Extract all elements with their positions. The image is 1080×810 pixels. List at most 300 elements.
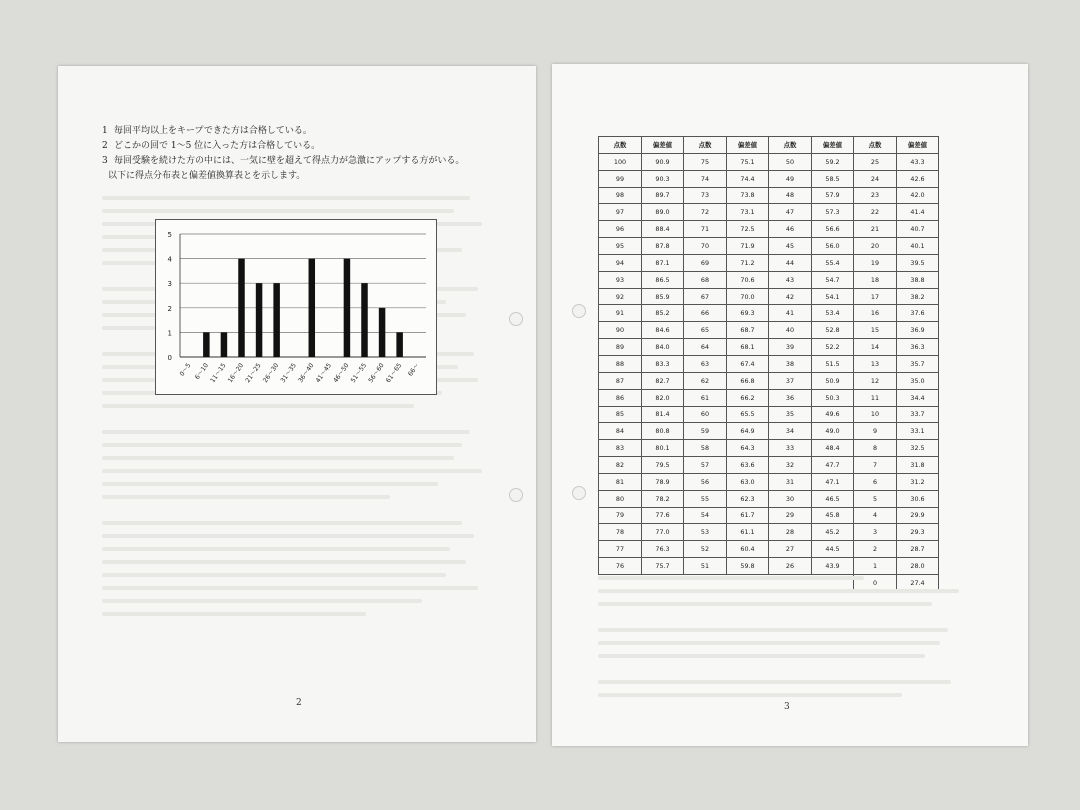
score-cell: 61 — [684, 389, 727, 406]
score-cell: 92 — [599, 288, 642, 305]
deviation-table-wrap — [598, 136, 939, 592]
bleed-through-line — [102, 586, 478, 590]
bar — [256, 283, 262, 357]
deviation-cell: 50.9 — [812, 372, 854, 389]
table-row — [599, 288, 939, 305]
bleed-through-line — [102, 482, 438, 486]
bleed-through-line — [102, 196, 470, 200]
score-cell: 19 — [854, 254, 897, 271]
deviation-cell: 78.2 — [642, 490, 684, 507]
score-cell: 88 — [599, 355, 642, 372]
deviation-cell: 61.7 — [727, 507, 769, 524]
score-cell: 78 — [599, 524, 642, 541]
deviation-cell: 31.8 — [897, 457, 939, 474]
header-cell: 点数 — [684, 137, 727, 154]
score-cell: 7 — [854, 457, 897, 474]
bleed-through-line — [598, 589, 959, 593]
score-cell: 40 — [769, 322, 812, 339]
bleed-through-line — [598, 693, 902, 697]
deviation-cell: 64.9 — [727, 423, 769, 440]
score-cell: 43 — [769, 271, 812, 288]
note-number: 2 — [102, 141, 108, 151]
score-cell: 37 — [769, 372, 812, 389]
deviation-cell: 88.4 — [642, 221, 684, 238]
x-tick-label: 0～5 — [178, 362, 193, 378]
deviation-cell: 54.1 — [812, 288, 854, 305]
score-cell: 75 — [684, 153, 727, 170]
deviation-cell: 68.1 — [727, 339, 769, 356]
score-cell: 21 — [854, 221, 897, 238]
bleed-through-line — [598, 654, 925, 658]
score-cell: 47 — [769, 204, 812, 221]
deviation-cell: 66.2 — [727, 389, 769, 406]
bleed-through-line — [102, 209, 454, 213]
deviation-cell: 75.7 — [642, 558, 684, 575]
bleed-through-line — [598, 628, 948, 632]
deviation-cell: 71.2 — [727, 254, 769, 271]
score-cell: 3 — [854, 524, 897, 541]
deviation-cell: 90.3 — [642, 170, 684, 187]
deviation-cell: 66.8 — [727, 372, 769, 389]
x-tick-label: 6～10 — [193, 362, 210, 381]
bar — [273, 283, 280, 357]
table-row — [599, 355, 939, 372]
score-cell: 6 — [854, 473, 897, 490]
table-row — [599, 406, 939, 423]
y-tick-label: 4 — [167, 255, 172, 264]
x-tick-label: 11～15 — [209, 362, 228, 385]
deviation-cell: 63.6 — [727, 457, 769, 474]
deviation-cell: 35.0 — [897, 372, 939, 389]
score-cell: 14 — [854, 339, 897, 356]
deviation-cell: 89.7 — [642, 187, 684, 204]
score-cell: 20 — [854, 238, 897, 255]
score-cell: 57 — [684, 457, 727, 474]
deviation-cell: 27.4 — [897, 574, 939, 591]
bleed-through-line — [102, 521, 462, 525]
deviation-cell: 36.9 — [897, 322, 939, 339]
deviation-cell: 73.1 — [727, 204, 769, 221]
x-tick-label: 56～60 — [367, 362, 386, 385]
header-cell: 点数 — [854, 137, 897, 154]
deviation-cell: 51.5 — [812, 355, 854, 372]
bleed-through-line — [102, 573, 446, 577]
score-cell: 8 — [854, 440, 897, 457]
bleed-through-line — [598, 680, 951, 684]
score-cell: 35 — [769, 406, 812, 423]
score-cell: 71 — [684, 221, 727, 238]
deviation-cell: 40.7 — [897, 221, 939, 238]
deviation-cell: 61.1 — [727, 524, 769, 541]
table-row — [599, 440, 939, 457]
table-row — [599, 153, 939, 170]
score-cell: 65 — [684, 322, 727, 339]
deviation-cell: 43.3 — [897, 153, 939, 170]
table-body — [599, 153, 939, 591]
score-cell: 91 — [599, 305, 642, 322]
note-3 — [102, 154, 464, 169]
y-tick-label: 3 — [167, 280, 172, 289]
x-tick-label: 61～65 — [384, 362, 404, 385]
score-cell: 95 — [599, 238, 642, 255]
score-cell: 54 — [684, 507, 727, 524]
score-cell: 69 — [684, 254, 727, 271]
score-cell: 16 — [854, 305, 897, 322]
score-cell: 24 — [854, 170, 897, 187]
bleed-through-line — [102, 547, 450, 551]
score-cell: 15 — [854, 322, 897, 339]
score-cell: 82 — [599, 457, 642, 474]
bar — [309, 259, 316, 357]
deviation-cell: 64.3 — [727, 440, 769, 457]
table-row — [599, 524, 939, 541]
bleed-through-line — [102, 456, 454, 460]
note-2 — [102, 139, 464, 154]
score-cell: 5 — [854, 490, 897, 507]
x-tick-label: 16～20 — [226, 362, 246, 385]
score-cell: 64 — [684, 339, 727, 356]
deviation-cell: 87.1 — [642, 254, 684, 271]
score-cell: 1 — [854, 558, 897, 575]
deviation-cell: 85.9 — [642, 288, 684, 305]
score-cell: 45 — [769, 238, 812, 255]
deviation-cell: 43.9 — [812, 558, 854, 575]
score-cell: 58 — [684, 440, 727, 457]
table-row — [599, 254, 939, 271]
deviation-cell: 52.2 — [812, 339, 854, 356]
score-cell: 72 — [684, 204, 727, 221]
deviation-cell: 57.3 — [812, 204, 854, 221]
deviation-cell: 41.4 — [897, 204, 939, 221]
deviation-cell: 34.4 — [897, 389, 939, 406]
note-number: 3 — [102, 156, 108, 166]
score-cell: 76 — [599, 558, 642, 575]
deviation-cell: 32.5 — [897, 440, 939, 457]
score-cell: 67 — [684, 288, 727, 305]
bar — [238, 259, 245, 357]
score-cell: 49 — [769, 170, 812, 187]
deviation-cell: 30.6 — [897, 490, 939, 507]
table-row — [599, 507, 939, 524]
score-cell: 29 — [769, 507, 812, 524]
note-1 — [102, 124, 464, 139]
score-cell: 22 — [854, 204, 897, 221]
deviation-cell: 85.2 — [642, 305, 684, 322]
score-cell: 28 — [769, 524, 812, 541]
bleed-through-line — [102, 599, 422, 603]
deviation-cell: 40.1 — [897, 238, 939, 255]
score-cell: 68 — [684, 271, 727, 288]
score-cell: 23 — [854, 187, 897, 204]
chart-svg — [156, 220, 436, 394]
score-cell: 48 — [769, 187, 812, 204]
deviation-cell: 63.0 — [727, 473, 769, 490]
bleed-through-line — [102, 560, 466, 564]
bar — [203, 332, 210, 357]
deviation-cell: 80.8 — [642, 423, 684, 440]
deviation-cell: 81.4 — [642, 406, 684, 423]
y-tick-label: 1 — [167, 329, 172, 338]
score-cell: 26 — [769, 558, 812, 575]
deviation-cell: 47.1 — [812, 473, 854, 490]
x-tick-label: 41～45 — [314, 362, 333, 385]
bar — [344, 259, 351, 357]
score-cell: 44 — [769, 254, 812, 271]
y-tick-label: 0 — [167, 354, 172, 362]
x-tick-label: 21～25 — [244, 362, 263, 385]
header-cell: 点数 — [769, 137, 812, 154]
score-cell: 90 — [599, 322, 642, 339]
header-cell: 偏差値 — [812, 137, 854, 154]
header-cell: 偏差値 — [897, 137, 939, 154]
deviation-cell: 29.9 — [897, 507, 939, 524]
score-cell: 4 — [854, 507, 897, 524]
deviation-cell: 45.2 — [812, 524, 854, 541]
deviation-cell: 83.3 — [642, 355, 684, 372]
page-number: 2 — [296, 698, 302, 708]
score-cell: 59 — [684, 423, 727, 440]
deviation-cell: 56.0 — [812, 238, 854, 255]
score-cell: 60 — [684, 406, 727, 423]
deviation-cell: 82.0 — [642, 389, 684, 406]
score-cell: 73 — [684, 187, 727, 204]
punch-hole — [509, 312, 523, 326]
deviation-cell: 35.7 — [897, 355, 939, 372]
score-cell: 100 — [599, 153, 642, 170]
deviation-cell: 31.2 — [897, 473, 939, 490]
score-cell: 17 — [854, 288, 897, 305]
score-cell: 56 — [684, 473, 727, 490]
left-page — [58, 66, 536, 742]
bleed-through-line — [102, 430, 470, 434]
score-cell: 53 — [684, 524, 727, 541]
deviation-cell: 52.8 — [812, 322, 854, 339]
note-text: どこかの回で 1～5 位に入った方は合格している。 — [114, 141, 321, 151]
table-row — [599, 473, 939, 490]
deviation-cell: 42.6 — [897, 170, 939, 187]
deviation-cell: 90.9 — [642, 153, 684, 170]
punch-hole — [509, 488, 523, 502]
deviation-cell: 44.5 — [812, 541, 854, 558]
deviation-cell: 60.4 — [727, 541, 769, 558]
score-cell: 89 — [599, 339, 642, 356]
score-cell: 10 — [854, 406, 897, 423]
score-cell: 42 — [769, 288, 812, 305]
deviation-cell: 57.9 — [812, 187, 854, 204]
deviation-cell: 36.3 — [897, 339, 939, 356]
score-cell: 55 — [684, 490, 727, 507]
table-header-row — [599, 137, 939, 154]
score-cell: 27 — [769, 541, 812, 558]
deviation-cell: 69.3 — [727, 305, 769, 322]
x-tick-label: 36～40 — [297, 362, 316, 385]
deviation-cell: 37.6 — [897, 305, 939, 322]
x-tick-label: 46～50 — [332, 362, 351, 385]
deviation-cell: 75.1 — [727, 153, 769, 170]
score-cell: 97 — [599, 204, 642, 221]
score-cell: 38 — [769, 355, 812, 372]
deviation-cell: 71.9 — [727, 238, 769, 255]
score-cell: 74 — [684, 170, 727, 187]
deviation-cell: 46.5 — [812, 490, 854, 507]
x-tick-label: 26～30 — [261, 362, 281, 385]
table-row — [599, 423, 939, 440]
bleed-through-line — [102, 612, 366, 616]
score-cell: 96 — [599, 221, 642, 238]
table-row — [599, 339, 939, 356]
table-row — [599, 558, 939, 575]
deviation-cell: 70.6 — [727, 271, 769, 288]
deviation-cell: 42.0 — [897, 187, 939, 204]
deviation-cell: 67.4 — [727, 355, 769, 372]
table-row — [599, 389, 939, 406]
header-cell: 点数 — [599, 137, 642, 154]
score-cell: 39 — [769, 339, 812, 356]
score-cell: 0 — [854, 574, 897, 591]
score-cell: 98 — [599, 187, 642, 204]
deviation-cell: 77.0 — [642, 524, 684, 541]
table-row — [599, 238, 939, 255]
deviation-cell: 80.1 — [642, 440, 684, 457]
score-cell: 36 — [769, 389, 812, 406]
score-cell: 84 — [599, 423, 642, 440]
deviation-cell: 72.5 — [727, 221, 769, 238]
score-cell: 62 — [684, 372, 727, 389]
table-row — [599, 170, 939, 187]
deviation-cell: 38.8 — [897, 271, 939, 288]
deviation-cell: 70.0 — [727, 288, 769, 305]
score-cell: 85 — [599, 406, 642, 423]
score-cell: 32 — [769, 457, 812, 474]
score-cell: 25 — [854, 153, 897, 170]
bar — [396, 332, 403, 357]
bleed-through-line — [598, 576, 864, 580]
note-text: 毎回受験を続けた方の中には、一気に壁を超えて得点力が急激にアップする方がいる。 — [114, 156, 465, 166]
deviation-cell: 39.5 — [897, 254, 939, 271]
score-cell: 50 — [769, 153, 812, 170]
bleed-through-line — [598, 602, 932, 606]
score-cell: 30 — [769, 490, 812, 507]
table-row — [599, 490, 939, 507]
score-cell: 70 — [684, 238, 727, 255]
deviation-cell: 47.7 — [812, 457, 854, 474]
table-row — [599, 322, 939, 339]
table-row — [599, 271, 939, 288]
score-cell: 34 — [769, 423, 812, 440]
deviation-cell: 50.3 — [812, 389, 854, 406]
bleed-through-line — [102, 404, 414, 408]
score-cell: 9 — [854, 423, 897, 440]
score-cell: 63 — [684, 355, 727, 372]
deviation-cell: 87.8 — [642, 238, 684, 255]
bleed-through-line — [598, 641, 940, 645]
deviation-cell: 76.3 — [642, 541, 684, 558]
bar — [361, 283, 368, 357]
score-cell: 77 — [599, 541, 642, 558]
table-row — [599, 372, 939, 389]
bleed-through-line — [102, 469, 482, 473]
score-cell: 93 — [599, 271, 642, 288]
deviation-cell: 73.8 — [727, 187, 769, 204]
deviation-cell: 79.5 — [642, 457, 684, 474]
deviation-cell: 78.9 — [642, 473, 684, 490]
score-cell: 41 — [769, 305, 812, 322]
score-cell: 94 — [599, 254, 642, 271]
note-text: 毎回平均以上をキープできた方は合格している。 — [114, 126, 312, 136]
deviation-cell: 54.7 — [812, 271, 854, 288]
table-row — [599, 221, 939, 238]
deviation-cell: 45.8 — [812, 507, 854, 524]
deviation-cell: 82.7 — [642, 372, 684, 389]
score-cell: 79 — [599, 507, 642, 524]
bleed-through-line — [102, 495, 390, 499]
table-row — [599, 541, 939, 558]
deviation-cell: 65.5 — [727, 406, 769, 423]
page-number: 3 — [784, 702, 790, 712]
score-cell: 86 — [599, 389, 642, 406]
score-cell: 99 — [599, 170, 642, 187]
intro-text: 以下に得点分布表と偏差値換算表とを示します。 — [108, 171, 306, 181]
deviation-cell: 59.2 — [812, 153, 854, 170]
score-distribution-chart — [155, 219, 437, 395]
deviation-cell: 49.0 — [812, 423, 854, 440]
score-cell: 87 — [599, 372, 642, 389]
score-cell: 11 — [854, 389, 897, 406]
x-tick-label: 51～55 — [349, 362, 369, 385]
punch-hole — [572, 486, 586, 500]
deviation-cell: 29.3 — [897, 524, 939, 541]
deviation-cell: 49.6 — [812, 406, 854, 423]
table-row — [599, 305, 939, 322]
score-cell: 12 — [854, 372, 897, 389]
bar — [379, 308, 386, 357]
y-tick-label: 2 — [167, 304, 172, 313]
right-page — [552, 64, 1028, 746]
deviation-cell: 68.7 — [727, 322, 769, 339]
score-cell: 18 — [854, 271, 897, 288]
deviation-cell: 28.0 — [897, 558, 939, 575]
punch-hole — [572, 304, 586, 318]
deviation-cell: 53.4 — [812, 305, 854, 322]
bleed-through-line — [102, 443, 462, 447]
score-cell: 13 — [854, 355, 897, 372]
bar — [221, 332, 228, 357]
deviation-cell: 59.8 — [727, 558, 769, 575]
table-row — [599, 204, 939, 221]
note-number: 1 — [102, 126, 108, 136]
deviation-cell: 48.4 — [812, 440, 854, 457]
bleed-through-text — [598, 576, 978, 706]
deviation-cell: 38.2 — [897, 288, 939, 305]
deviation-cell: 33.1 — [897, 423, 939, 440]
deviation-cell: 28.7 — [897, 541, 939, 558]
deviation-cell: 86.5 — [642, 271, 684, 288]
score-cell: 2 — [854, 541, 897, 558]
score-cell: 51 — [684, 558, 727, 575]
deviation-conversion-table — [598, 136, 939, 592]
deviation-cell: 62.3 — [727, 490, 769, 507]
score-cell: 80 — [599, 490, 642, 507]
score-cell: 83 — [599, 440, 642, 457]
table-row — [599, 187, 939, 204]
header-cell: 偏差値 — [727, 137, 769, 154]
score-cell: 52 — [684, 541, 727, 558]
deviation-cell: 74.4 — [727, 170, 769, 187]
deviation-cell: 84.6 — [642, 322, 684, 339]
deviation-cell: 33.7 — [897, 406, 939, 423]
notes — [102, 124, 464, 184]
bleed-through-line — [102, 534, 474, 538]
